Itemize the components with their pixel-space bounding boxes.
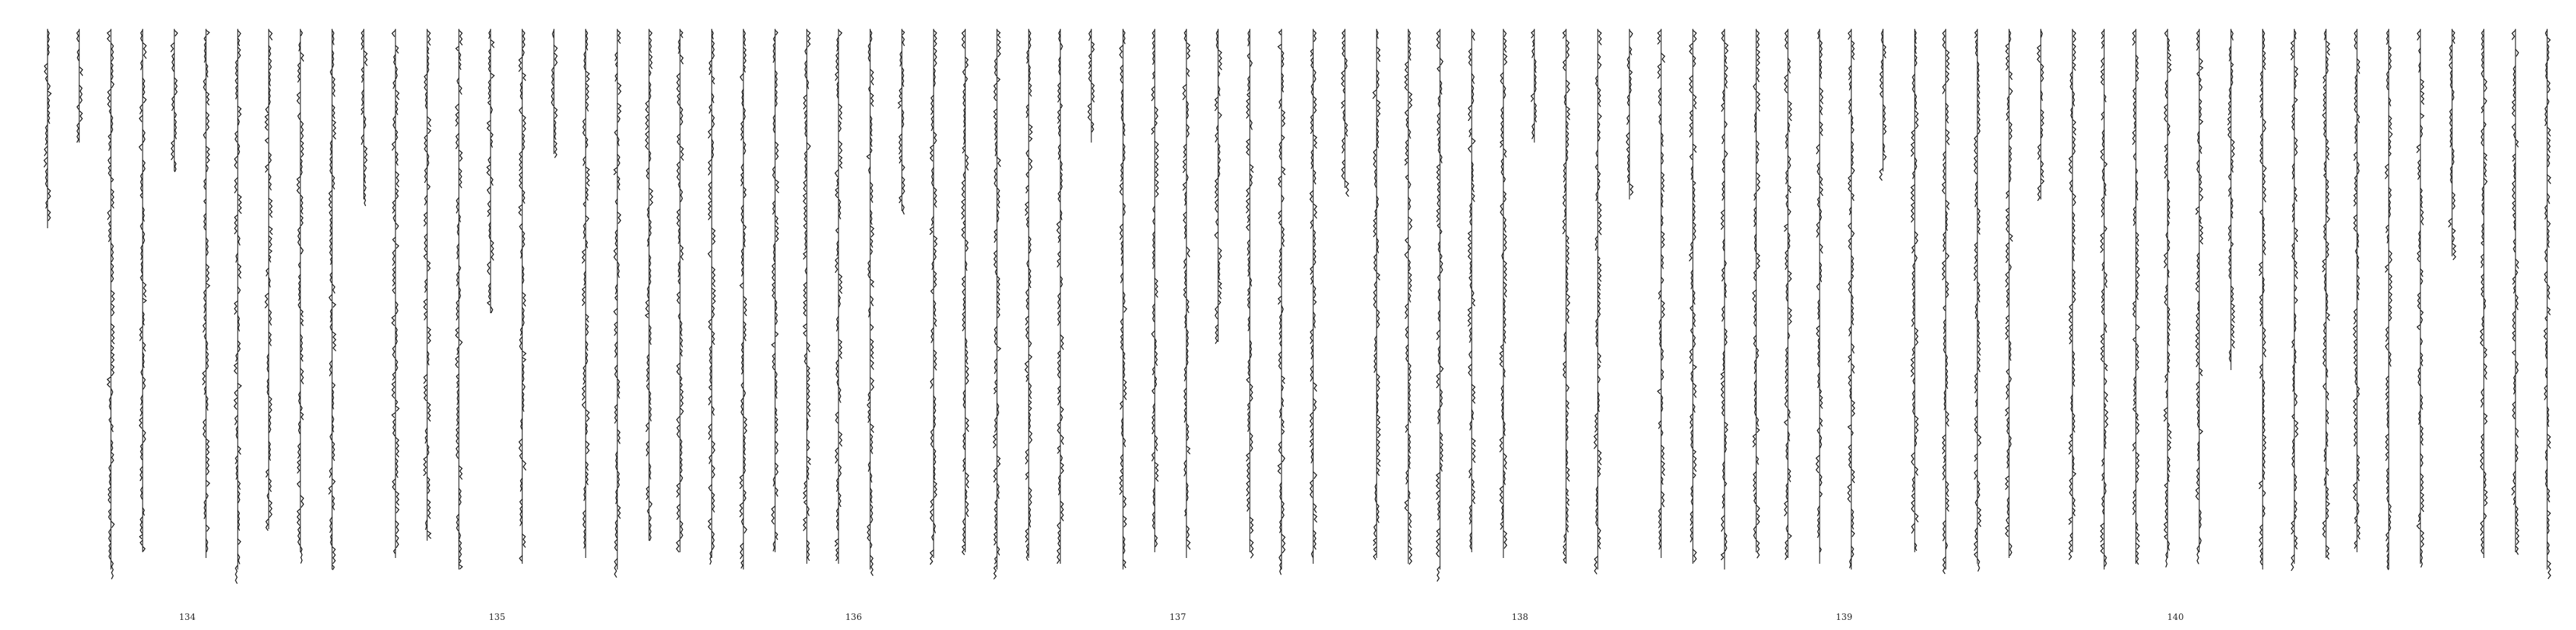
text-column xyxy=(1150,29,1159,552)
text-column xyxy=(2384,29,2393,570)
text-column xyxy=(2132,29,2140,564)
text-column xyxy=(2068,29,2077,552)
text-column xyxy=(2322,29,2330,558)
text-column xyxy=(233,29,242,570)
text-column xyxy=(1720,29,1729,570)
text-column xyxy=(1436,29,1444,570)
text-column xyxy=(264,29,273,529)
text-column xyxy=(2005,29,2013,558)
text-column xyxy=(107,29,115,570)
text-column xyxy=(170,29,179,171)
text-column xyxy=(2479,29,2488,558)
text-column xyxy=(2353,29,2361,552)
text-column xyxy=(1657,29,1665,558)
text-column xyxy=(2543,29,2552,570)
text-column xyxy=(296,29,305,552)
text-column xyxy=(613,29,622,570)
text-column xyxy=(2258,29,2267,570)
text-column xyxy=(2416,29,2425,564)
text-column xyxy=(43,29,52,228)
text-column xyxy=(802,29,811,564)
page-number: 134 xyxy=(179,612,196,622)
text-column xyxy=(2290,29,2299,564)
text-column xyxy=(202,29,210,558)
text-column xyxy=(1119,29,1127,570)
text-column xyxy=(834,29,843,564)
text-column xyxy=(423,29,431,541)
text-column xyxy=(2100,29,2108,570)
text-column xyxy=(2227,29,2235,370)
text-column xyxy=(2448,29,2456,256)
text-column xyxy=(898,29,906,211)
text-column xyxy=(1372,29,1381,558)
text-column xyxy=(771,29,779,552)
text-column xyxy=(676,29,684,552)
text-column xyxy=(328,29,336,570)
text-column xyxy=(518,29,527,564)
text-column xyxy=(1277,29,1286,570)
text-column xyxy=(359,29,368,199)
text-column xyxy=(138,29,147,552)
page-number: 136 xyxy=(845,612,862,622)
text-column xyxy=(1910,29,1919,552)
text-column xyxy=(2511,29,2520,552)
text-column xyxy=(929,29,938,558)
text-column xyxy=(1689,29,1697,564)
text-column xyxy=(645,29,653,541)
text-column xyxy=(1404,29,1413,564)
page-number: 139 xyxy=(1835,612,1853,622)
text-column xyxy=(1593,29,1602,570)
text-column xyxy=(581,29,590,558)
text-column xyxy=(1941,29,1950,570)
text-column xyxy=(1784,29,1792,558)
text-column xyxy=(1341,29,1349,188)
text-column xyxy=(391,29,400,558)
text-column xyxy=(1847,29,1856,570)
text-column xyxy=(1815,29,1824,564)
text-column xyxy=(75,29,84,143)
text-column xyxy=(2163,29,2172,558)
text-column xyxy=(993,29,1001,570)
text-column xyxy=(1309,29,1318,564)
text-column xyxy=(1625,29,1634,199)
text-column xyxy=(1973,29,1982,564)
text-column xyxy=(1024,29,1033,558)
text-column xyxy=(1562,29,1570,564)
page-number: 137 xyxy=(1169,612,1186,622)
text-column xyxy=(1499,29,1508,558)
text-column xyxy=(486,29,495,313)
page-number: 138 xyxy=(1511,612,1529,622)
text-column xyxy=(1182,29,1191,558)
text-column xyxy=(1467,29,1476,552)
text-column xyxy=(1752,29,1761,552)
text-column xyxy=(739,29,748,570)
text-column xyxy=(1056,29,1065,564)
text-column xyxy=(866,29,875,570)
text-column xyxy=(707,29,716,558)
page-number: 140 xyxy=(2167,612,2184,622)
text-column xyxy=(455,29,463,570)
text-column xyxy=(2036,29,2045,199)
text-column xyxy=(550,29,558,154)
text-column xyxy=(1087,29,1096,143)
text-column xyxy=(1530,29,1539,143)
text-column xyxy=(1879,29,1887,171)
text-column xyxy=(961,29,970,552)
text-column xyxy=(1214,29,1222,342)
text-column xyxy=(2195,29,2204,552)
page-number: 135 xyxy=(488,612,506,622)
text-column xyxy=(1245,29,1254,552)
